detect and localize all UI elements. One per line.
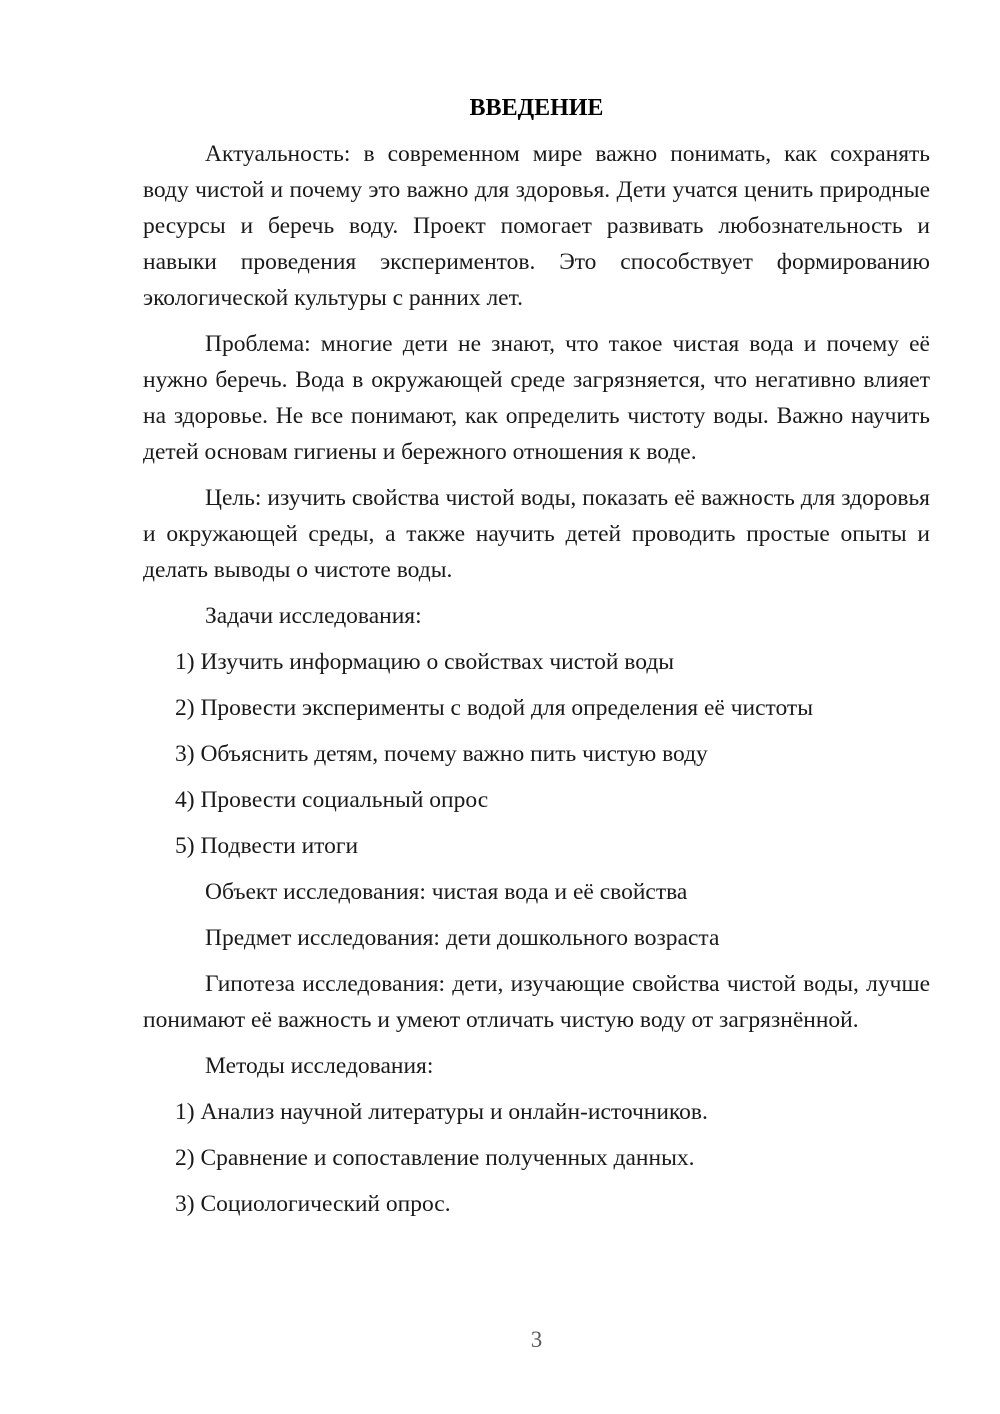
paragraph-subject: Предмет исследования: дети дошкольного возраста xyxy=(205,925,720,951)
task-item-3: 3) Объяснить детям, почему важно пить чистую воду xyxy=(175,741,708,767)
document-content xyxy=(143,90,930,1232)
task-item-5: 5) Подвести итоги xyxy=(175,833,359,859)
page-number: 3 xyxy=(530,1327,543,1352)
paragraph-object: Объект исследования: чистая вода и её свойства xyxy=(205,879,688,905)
method-item-2: 2) Сравнение и сопоставление полученных данных. xyxy=(175,1145,695,1171)
methods-heading: Методы исследования: xyxy=(205,1053,434,1079)
method-item-3: 3) Социологический опрос. xyxy=(175,1191,451,1217)
task-item-2: 2) Провести эксперименты с водой для определения её чистоты xyxy=(175,695,813,721)
paragraph-goal: Цель: изучить свойства чистой воды, показать её важность для здоровья и окружающей среды, а также научить детей проводить простые опыты и делать выводы о чистоте воды. xyxy=(143,485,930,583)
task-item-1: 1) Изучить информацию о свойствах чистой воды xyxy=(175,649,675,675)
page-title: ВВЕДЕНИЕ xyxy=(469,95,604,121)
tasks-heading: Задачи исследования: xyxy=(205,603,422,629)
paragraph-actuality: Актуальность: в современном мире важно понимать, как сохранять воду чистой и почему это важно для здоровья. Дети учатся ценить природные ресурсы и беречь воду. Проект помогает развивать любознательность и навыки проведения экспериментов. Это способствует формированию экологической культуры с ранних лет. xyxy=(143,141,930,311)
task-item-4: 4) Провести социальный опрос xyxy=(175,787,489,813)
paragraph-hypothesis: Гипотеза исследования: дети, изучающие свойства чистой воды, лучше понимают её важность и умеют отличать чистую воду от загрязнённой. xyxy=(143,971,930,1033)
method-item-1: 1) Анализ научной литературы и онлайн-источников. xyxy=(175,1099,708,1125)
paragraph-problem: Проблема: многие дети не знают, что такое чистая вода и почему её нужно беречь. Вода в окружающей среде загрязняется, что негативно влияет на здоровье. Не все понимают, как определить чистоту воды. Важно научить детей основам гигиены и бережного отношения к воде. xyxy=(143,331,930,465)
